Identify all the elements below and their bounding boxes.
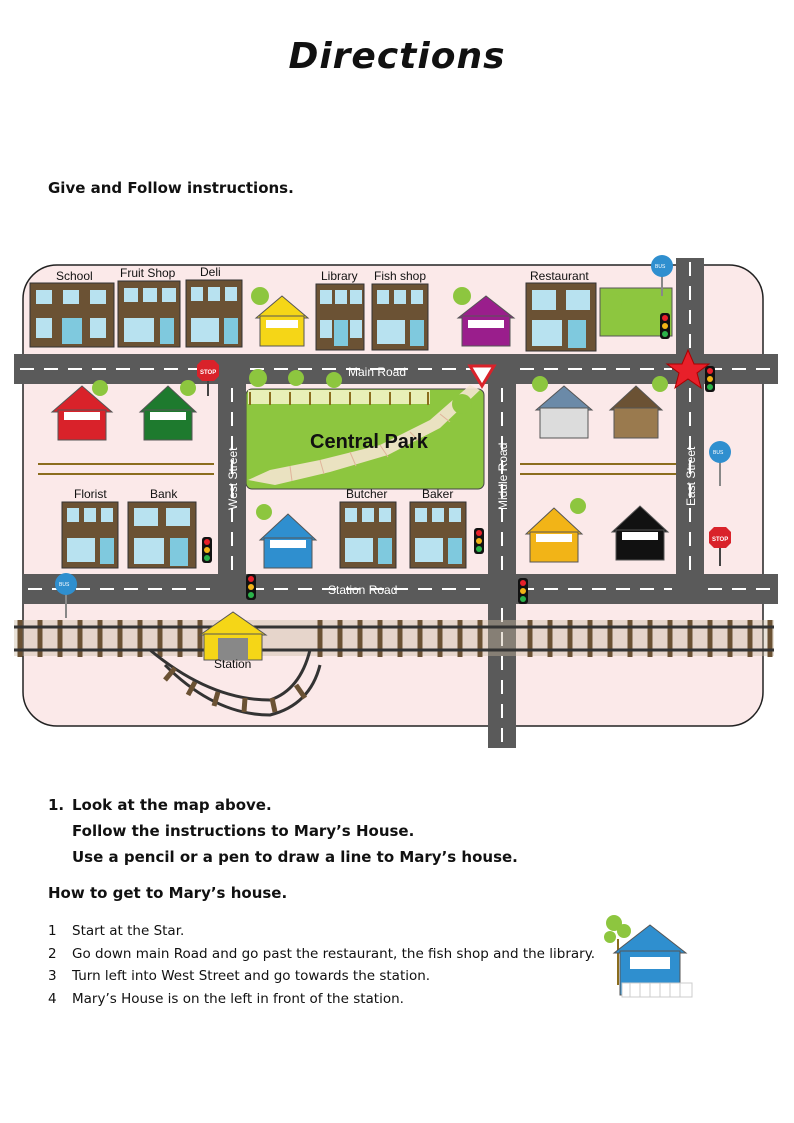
bus-sign-text: BUS <box>713 450 724 456</box>
step-item <box>48 943 595 966</box>
page-title: Directions <box>288 36 506 77</box>
task-line: Follow the instructions to Mary’s House. <box>72 822 415 840</box>
stop-sign-text: STOP <box>200 370 217 376</box>
step-number: 4 <box>48 990 57 1007</box>
step-text: Turn left into West Street and go towards the station. <box>72 968 431 984</box>
florist-label: Florist <box>74 487 107 501</box>
fruit-shop-building <box>118 266 180 347</box>
east-street-label: East Street <box>684 446 698 506</box>
step-number: 1 <box>48 923 57 939</box>
main-road-label: Main Road <box>348 365 407 379</box>
step-item <box>48 920 595 943</box>
bus-sign-text: BUS <box>59 582 70 588</box>
marys-house-illustration <box>596 905 696 1005</box>
library-label: Library <box>321 269 358 283</box>
task-line: Look at the map above. <box>72 796 272 814</box>
step-text: Start at the Star. <box>72 923 185 939</box>
stop-sign-text: STOP <box>712 537 729 543</box>
page-subtitle: Give and Follow instructions. <box>48 179 294 197</box>
step-text: Go down main Road and go past the restaurant, the fish shop and the library. <box>72 945 596 962</box>
task-line: Use a pencil or a pen to draw a line to Mary’s house. <box>72 848 518 866</box>
west-street-label: West Street <box>226 447 240 510</box>
deli-label: Deli <box>200 265 221 279</box>
bus-sign-text: BUS <box>655 264 666 270</box>
step-number: 3 <box>48 968 57 984</box>
task-instructions <box>48 792 518 870</box>
restaurant-label: Restaurant <box>530 269 589 283</box>
step-number: 2 <box>48 945 57 962</box>
fish-shop-label: Fish shop <box>374 269 427 283</box>
task-number: 1. <box>48 796 65 814</box>
step-item <box>48 988 595 1011</box>
central-park <box>246 385 484 489</box>
how-to-heading: How to get to Mary’s house. <box>48 884 288 902</box>
library-building <box>316 269 364 350</box>
step-text: Mary’s House is on the left in front of the station. <box>72 990 404 1007</box>
fruit-shop-label: Fruit Shop <box>120 266 176 280</box>
fish-shop-building <box>372 269 428 350</box>
station-label: Station <box>214 657 252 671</box>
station-road-label: Station Road <box>328 583 398 597</box>
school-label: School <box>56 269 93 283</box>
steps-list <box>48 920 595 1010</box>
baker-label: Baker <box>422 487 454 501</box>
restaurant-building <box>526 269 596 351</box>
step-item <box>48 965 595 988</box>
park-label: Central Park <box>310 431 428 453</box>
town-map <box>0 250 794 760</box>
middle-road-label: Middle Road <box>496 442 510 510</box>
butcher-label: Butcher <box>346 487 388 501</box>
bank-label: Bank <box>150 487 178 501</box>
